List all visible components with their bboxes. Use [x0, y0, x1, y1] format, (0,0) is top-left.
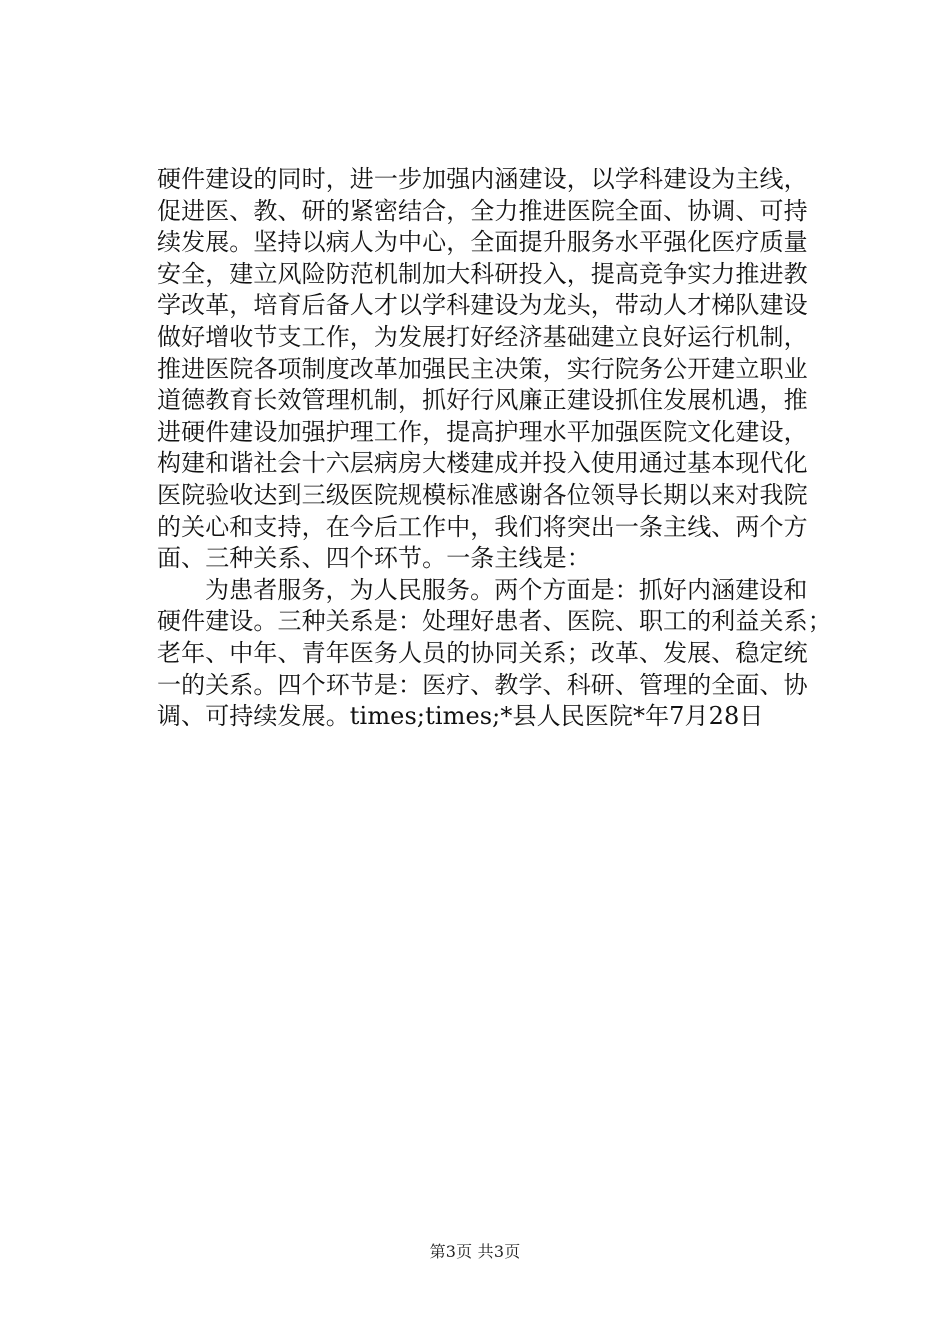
- text-line: 安全，建立风险防范机制加大科研投入，提高竞争实力推进教: [157, 259, 808, 288]
- text-line: 医院验收达到三级医院规模标准感谢各位领导长期以来对我院: [157, 480, 808, 509]
- page-indicator: 第3页 共3页: [429, 1242, 521, 1261]
- text-line: 进硬件建设加强护理工作，提高护理水平加强医院文化建设，: [157, 417, 808, 446]
- text-line: 一的关系。四个环节是：医疗、教学、科研、管理的全面、协: [157, 670, 808, 699]
- text-line: 面、三种关系、四个环节。一条主线是：: [157, 544, 591, 573]
- text-line: 促进医、教、研的紧密结合，全力推进医院全面、协调、可持: [157, 196, 808, 225]
- page-footer: [0, 1242, 950, 1262]
- text-line: 老年、中年、青年医务人员的协同关系；改革、发展、稳定统: [157, 638, 808, 667]
- text-line: 的关心和支持，在今后工作中，我们将突出一条主线、两个方: [157, 512, 808, 541]
- paragraph-2: [157, 575, 832, 733]
- text-line: 推进医院各项制度改革加强民主决策，实行院务公开建立职业: [157, 354, 808, 383]
- text-line: 调、可持续发展。times;times;*县人民医院*年7月28日: [157, 702, 764, 731]
- body-text: [157, 164, 832, 733]
- text-line: 构建和谐社会十六层病房大楼建成并投入使用通过基本现代化: [157, 449, 808, 478]
- text-line: 续发展。坚持以病人为中心，全面提升服务水平强化医疗质量: [157, 228, 808, 257]
- text-line: 道德教育长效管理机制，抓好行风廉正建设抓住发展机遇，推: [157, 386, 808, 415]
- text-line: 做好增收节支工作，为发展打好经济基础建立良好运行机制，: [157, 322, 808, 351]
- text-line: 学改革，培育后备人才以学科建设为龙头，带动人才梯队建设: [157, 291, 808, 320]
- paragraph-1: [157, 164, 807, 575]
- text-line: 为患者服务，为人民服务。两个方面是：抓好内涵建设和: [205, 575, 808, 604]
- text-line: 硬件建设的同时，进一步加强内涵建设，以学科建设为主线，: [157, 165, 808, 193]
- text-line: 硬件建设。三种关系是：处理好患者、医院、职工的利益关系；: [157, 607, 832, 636]
